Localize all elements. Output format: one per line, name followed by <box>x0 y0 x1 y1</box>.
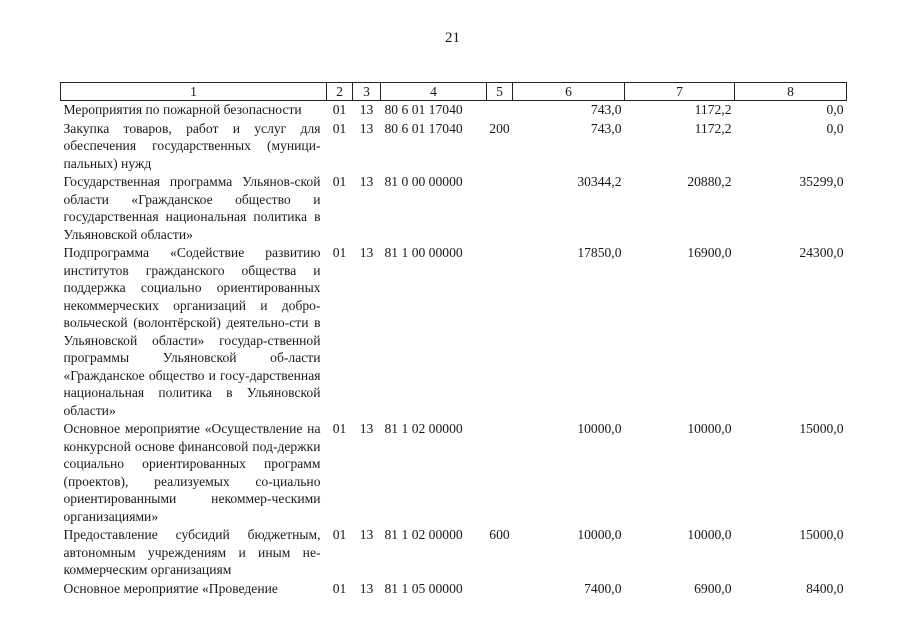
row-expense-type <box>487 420 513 526</box>
row-value-6: 743,0 <box>590 120 622 136</box>
row-value-7: 1172,2 <box>694 102 732 117</box>
table-row <box>61 580 847 598</box>
row-expense-type: 200 <box>489 120 510 136</box>
row-name: Подпрограмма «Содействие развитию институтов гражданского общества и поддержка социально ориентированных некоммерческих организаций и добро-вольческой (волонтёрской) деятельно-сти в Ульяновской области» государ-ственной программы Ульяновской об-ласти «Гражданское общество и госу-дарственная национальная политика в Ульяновской области» <box>63 245 321 418</box>
row-expense-type <box>487 101 513 120</box>
row-section: 01 <box>332 421 347 436</box>
row-value-6: 17850,0 <box>577 245 622 260</box>
table-row <box>61 526 847 580</box>
budget-table <box>60 82 847 597</box>
row-value-8: 15000,0 <box>799 527 844 542</box>
row-target-code: 80 6 01 17040 <box>384 102 463 117</box>
row-expense-type <box>487 244 513 420</box>
row-target-code: 81 1 02 00000 <box>384 527 463 542</box>
table-row <box>61 420 847 526</box>
row-target-code: 81 1 05 00000 <box>384 580 463 596</box>
row-value-7: 1172,2 <box>694 120 732 136</box>
row-target-code: 80 6 01 17040 <box>384 120 463 136</box>
table-row <box>61 173 847 244</box>
row-value-6: 743,0 <box>590 102 622 117</box>
table-row <box>61 244 847 420</box>
row-section: 01 <box>332 102 347 117</box>
column-header: 1 <box>61 83 327 101</box>
row-value-6: 7400,0 <box>584 580 622 596</box>
row-value-6: 10000,0 <box>577 421 622 436</box>
row-section: 01 <box>332 245 347 260</box>
row-expense-type <box>487 580 513 598</box>
table-row <box>61 120 847 174</box>
row-target-code: 81 0 00 00000 <box>384 174 463 189</box>
row-value-8: 0,0 <box>826 102 844 117</box>
row-target-code: 81 1 02 00000 <box>384 421 463 436</box>
row-name: Государственная программа Ульянов-ской области «Гражданское общество и государственная национальная политика в Ульяновской области» <box>63 174 321 242</box>
row-section: 01 <box>332 580 347 596</box>
row-value-8: 0,0 <box>826 120 844 136</box>
row-target-code: 81 1 00 00000 <box>384 245 463 260</box>
row-value-7: 16900,0 <box>687 245 732 260</box>
row-name: Предоставление субсидий бюджетным, автономным учреждениям и иным не-коммерческим организациям <box>63 527 321 577</box>
row-value-6: 10000,0 <box>577 527 622 542</box>
column-header: 2 <box>327 83 353 101</box>
row-value-8: 24300,0 <box>799 245 844 260</box>
column-header: 6 <box>513 83 625 101</box>
row-section: 01 <box>332 174 347 189</box>
row-value-8: 35299,0 <box>799 174 844 189</box>
column-header: 3 <box>353 83 381 101</box>
row-name: Закупка товаров, работ и услуг для обеспечения государственных (муници-пальных) нужд <box>63 120 321 171</box>
column-header: 7 <box>625 83 735 101</box>
column-header: 8 <box>735 83 847 101</box>
column-header: 4 <box>381 83 487 101</box>
row-value-7: 6900,0 <box>694 580 732 596</box>
row-subsection: 13 <box>359 245 374 260</box>
row-value-8: 15000,0 <box>799 421 844 436</box>
row-section: 01 <box>332 527 347 542</box>
row-value-7: 10000,0 <box>687 527 732 542</box>
row-value-7: 20880,2 <box>687 174 732 189</box>
row-name: Основное мероприятие «Проведение <box>63 580 278 596</box>
row-value-8: 8400,0 <box>806 580 844 596</box>
page-number: 21 <box>445 30 460 46</box>
row-subsection: 13 <box>359 580 374 596</box>
row-section: 01 <box>332 120 347 136</box>
column-header: 5 <box>487 83 513 101</box>
table-header-row <box>61 83 847 101</box>
row-value-6: 30344,2 <box>577 174 622 189</box>
row-value-7: 10000,0 <box>687 421 732 436</box>
row-subsection: 13 <box>359 102 374 117</box>
row-expense-type: 600 <box>489 527 510 542</box>
row-name: Мероприятия по пожарной безопасности <box>63 102 302 117</box>
row-subsection: 13 <box>359 120 374 136</box>
row-expense-type <box>487 173 513 244</box>
row-subsection: 13 <box>359 174 374 189</box>
row-subsection: 13 <box>359 527 374 542</box>
table-row <box>61 101 847 120</box>
row-subsection: 13 <box>359 421 374 436</box>
row-name: Основное мероприятие «Осуществление на конкурсной основе финансовой под-держки социально ориентированных программ (проектов), реализуемых со-циально ориентированными некоммер-ческими организациями» <box>63 421 321 524</box>
